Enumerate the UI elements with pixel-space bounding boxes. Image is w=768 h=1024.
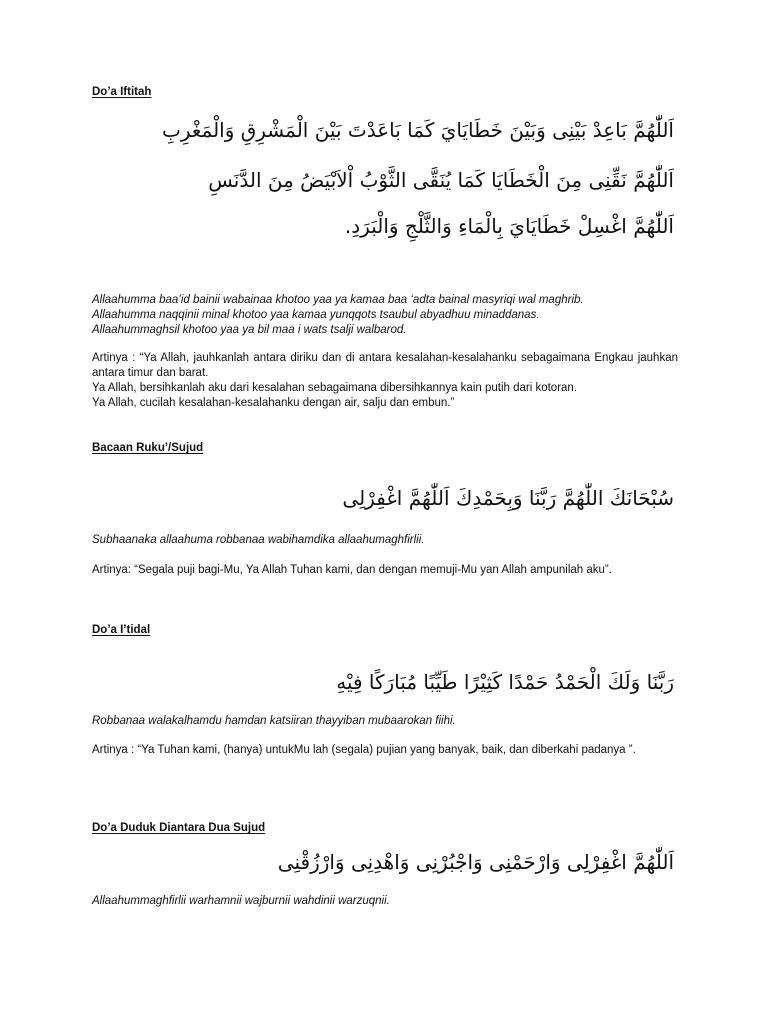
meaning-line: Artinya : “Ya Tuhan kami, (hanya) untukMu lah (segala) pujian yang banyak, baik, dan diberkahi padanya ”. bbox=[92, 744, 636, 756]
arabic-itidal: رَبَّنَا وَلَكَ الْحَمْدُ حَمْدًا كَثِيْرًا طَيِّبًا مُبَارَكًا فِيْهِ bbox=[336, 670, 674, 694]
arabic-duduk-diantara-dua-sujud: اَللّٰهُمَّ اغْفِرْلِى وَارْحَمْنِى وَاجْبُرْنِى وَاهْدِنِى وَارْزُقْنِى bbox=[277, 850, 674, 874]
meaning-line: Ya Allah, cucilah kesalahan-kesalahanku dengan air, salju dan embun.” bbox=[92, 397, 455, 409]
transliteration-line: Allaahumma baa’id bainii wabainaa khotoo yaa ya kamaa baa ‘adta bainal masyriqi wal maghrib. bbox=[92, 294, 584, 306]
arabic-ruku-sujud: سُبْحَانَكَ اللّٰهُمَّ رَبَّنَا وَبِحَمْدِكَ اَللّٰهُمَّ اغْفِرْلِى bbox=[342, 486, 674, 510]
arabic-iftitah-line-1: اَللّٰهُمَّ بَاعِدْ بَيْنِى وَبَيْنَ خَطَايَايَ كَمَا بَاعَدْتَ بَيْنَ الْمَشْرِقِ وَالْمَغْرِبِ bbox=[162, 118, 674, 142]
transliteration-iftitah bbox=[92, 293, 678, 338]
transliteration-line: Allaahummaghsil khotoo yaa ya bil maa i wats tsalji walbarod. bbox=[92, 324, 407, 336]
heading-iftitah: Do’a Iftitah bbox=[92, 86, 152, 98]
transliteration-ruku-sujud bbox=[92, 533, 678, 548]
heading-ruku-sujud: Bacaan Ruku’/Sujud bbox=[92, 442, 204, 454]
meaning-itidal bbox=[92, 743, 678, 758]
transliteration-itidal bbox=[92, 714, 678, 729]
meaning-ruku-sujud bbox=[92, 563, 678, 578]
meaning-line: Artinya : “Ya Allah, jauhkanlah antara diriku dan di antara kesalahan-kesalahanku sebagaimana Engkau jauhkan antara timur dan barat. bbox=[92, 352, 678, 379]
transliteration-duduk-diantara-dua-sujud bbox=[92, 894, 678, 909]
transliteration-line: Allaahumma naqqinii minal khotoo yaa kamaa yunqqots tsaubul abyadhuu minaddanas. bbox=[92, 309, 540, 321]
arabic-iftitah-line-3: اَللّٰهُمَّ اغْسِلْ خَطَايَايَ بِالْمَاءِ وَالثَّلْجِ وَالْبَرَدِ. bbox=[344, 214, 674, 238]
arabic-iftitah-line-2: اَللّٰهُمَّ نَقِّنِى مِنَ الْخَطَايَا كَمَا يُنَقَّى الثَّوْبُ اْلاَبْيَضُ مِنَ الدَّنَسِ bbox=[208, 168, 674, 192]
meaning-iftitah bbox=[92, 351, 678, 411]
transliteration-line: Robbanaa walakalhamdu hamdan katsiiran thayyiban mubaarokan fiihi. bbox=[92, 715, 456, 727]
heading-duduk-diantara-dua-sujud: Do’a Duduk Diantara Dua Sujud bbox=[92, 822, 266, 834]
transliteration-line: Allaahummaghfirlii warhamnii wajburnii wahdinii warzuqnii. bbox=[92, 895, 390, 907]
meaning-line: Ya Allah, bersihkanlah aku dari kesalahan sebagaimana dibersihkannya kain putih dari kotoran. bbox=[92, 382, 578, 394]
heading-itidal: Do’a I’tidal bbox=[92, 624, 151, 636]
transliteration-line: Subhaanaka allaahuma robbanaa wabihamdika allaahumaghfirlii. bbox=[92, 534, 425, 546]
meaning-line: Artinya: “Segala puji bagi-Mu, Ya Allah Tuhan kami, dan dengan memuji-Mu yan Allah ampunilah aku”. bbox=[92, 564, 612, 576]
